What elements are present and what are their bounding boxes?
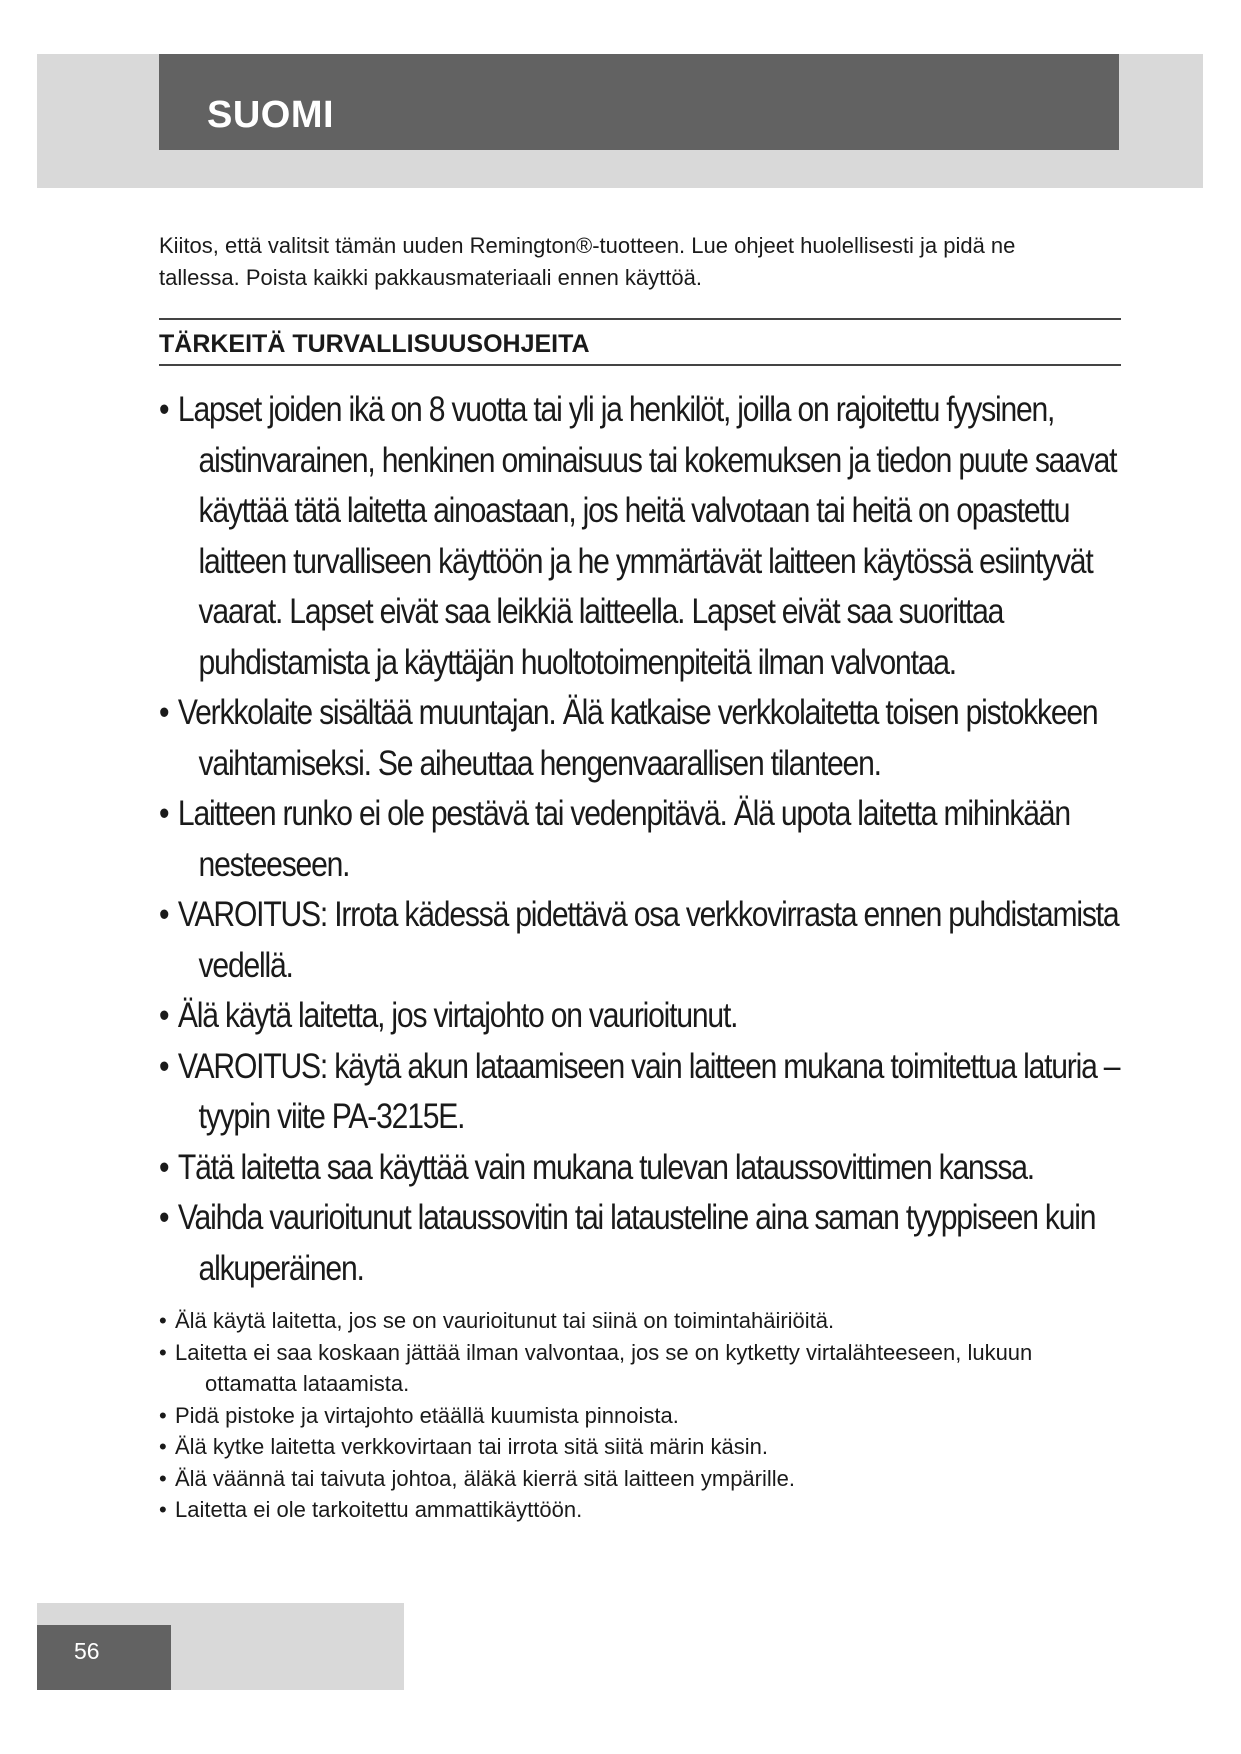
- bullet: •: [159, 1046, 169, 1086]
- list-item: [159, 1042, 1137, 1143]
- list-item-continuation: nesteeseen.: [198, 844, 350, 884]
- list-item-text: Älä käytä laitetta, jos se on vaurioitunut tai siinä on toimintahäiriöitä.: [175, 1308, 835, 1333]
- list-item-continuation: vedellä.: [198, 945, 293, 985]
- list-item: [159, 789, 1137, 890]
- language-title: SUOMI: [207, 94, 335, 136]
- bullet: •: [159, 1434, 167, 1459]
- list-item: [159, 1431, 1125, 1463]
- list-item-text: Älä väännä tai taivuta johtoa, äläkä kierrä sitä laitteen ympärille.: [175, 1465, 796, 1491]
- heading-rule-top: [159, 318, 1121, 320]
- heading-rule-bottom: [159, 364, 1121, 366]
- bullet: •: [159, 693, 169, 732]
- bullet: •: [159, 1497, 167, 1522]
- small-safety-list: [159, 1305, 1125, 1526]
- list-item-text: Älä kytke laitetta verkkovirtaan tai irrota sitä siitä märin käsin.: [175, 1434, 769, 1459]
- bullet: •: [159, 996, 169, 1035]
- bullet: •: [159, 1402, 167, 1428]
- list-item: [159, 991, 1137, 1042]
- list-item-text: Tätä laitetta saa käyttää vain mukana tulevan lataussovittimen kanssa.: [177, 1147, 1034, 1187]
- large-safety-list: [159, 385, 1125, 1294]
- list-item-text: Lapset joiden ikä on 8 vuotta tai yli ja henkilöt, joilla on rajoitettu fyysinen,: [177, 390, 1055, 429]
- list-item: [159, 1463, 1125, 1495]
- list-item: [159, 1143, 1137, 1194]
- section-heading: TÄRKEITÄ TURVALLISUUSOHJEITA: [159, 330, 590, 358]
- list-item: [159, 1494, 1125, 1526]
- list-item-text: Laitetta ei saa koskaan jättää ilman valvontaa, jos se on kytketty virtalähteeseen, lukuun: [175, 1339, 1033, 1365]
- page-number: 56: [74, 1638, 100, 1664]
- list-item-text: Älä käytä laitetta, jos virtajohto on vaurioitunut.: [177, 996, 738, 1035]
- list-item-text: Vaihda vaurioitunut lataussovitin tai latausteline aina saman tyyppiseen kuin: [177, 1198, 1096, 1237]
- list-item-continuation: alkuperäinen.: [198, 1248, 364, 1288]
- list-item-continuation: tyypin viite PA-3215E.: [198, 1097, 465, 1136]
- list-item-text: Laitteen runko ei ole pestävä tai vedenpitävä. Älä upota laitetta mihinkään: [177, 794, 1070, 833]
- bullet: •: [159, 1198, 169, 1237]
- list-item-continuation: ottamatta lataamista.: [205, 1371, 410, 1396]
- bullet: •: [159, 1339, 167, 1365]
- list-item-text: Pidä pistoke ja virtajohto etäällä kuumista pinnoista.: [175, 1402, 679, 1428]
- list-item-continuation: vaihtamiseksi. Se aiheuttaa hengenvaarallisen tilanteen.: [198, 743, 881, 783]
- page-number-box: [37, 1625, 171, 1690]
- bullet: •: [159, 1308, 167, 1333]
- list-item: [159, 385, 1137, 688]
- list-item-text: VAROITUS: Irrota kädessä pidettävä osa verkkovirrasta ennen puhdistamista: [177, 895, 1119, 934]
- list-item: [159, 1400, 1125, 1432]
- bullet: •: [159, 390, 169, 429]
- bullet: •: [159, 1465, 167, 1491]
- bullet: •: [159, 1147, 169, 1187]
- bullet: •: [159, 895, 169, 934]
- list-item-text: Laitetta ei ole tarkoitettu ammattikäyttöön.: [175, 1497, 583, 1522]
- list-item-text: Verkkolaite sisältää muuntajan. Älä katkaise verkkolaitetta toisen pistokkeen: [177, 693, 1098, 732]
- bullet: •: [159, 794, 169, 833]
- list-item: [159, 890, 1137, 991]
- list-item-text: VAROITUS: käytä akun lataamiseen vain laitteen mukana toimitettua laturia –: [177, 1046, 1120, 1086]
- intro-paragraph: Kiitos, että valitsit tämän uuden Remington®-tuotteen. Lue ohjeet huolellisesti ja pidä ne tallessa. Poista kaikki pakkausmateriaali ennen käyttöä.: [159, 233, 1016, 290]
- list-item: [159, 688, 1137, 789]
- list-item: [159, 1193, 1137, 1294]
- list-item: [159, 1337, 1125, 1400]
- list-item: [159, 1305, 1125, 1337]
- list-item-continuation: aistinvarainen, henkinen ominaisuus tai kokemuksen ja tiedon puute saavat käyttää tätä laitetta ainoastaan, jos heitä valvotaan tai heitä on opastettu laitteen turvalliseen käyttöön ja he ymmärtävät laitteen käytössä esiintyvät vaarat. Lapset eivät saa leikkiä laitteella. Lapset eivät saa suorittaa puhdistamista ja käyttäjän huoltotoimenpiteitä ilman valvontaa.: [198, 440, 1117, 682]
